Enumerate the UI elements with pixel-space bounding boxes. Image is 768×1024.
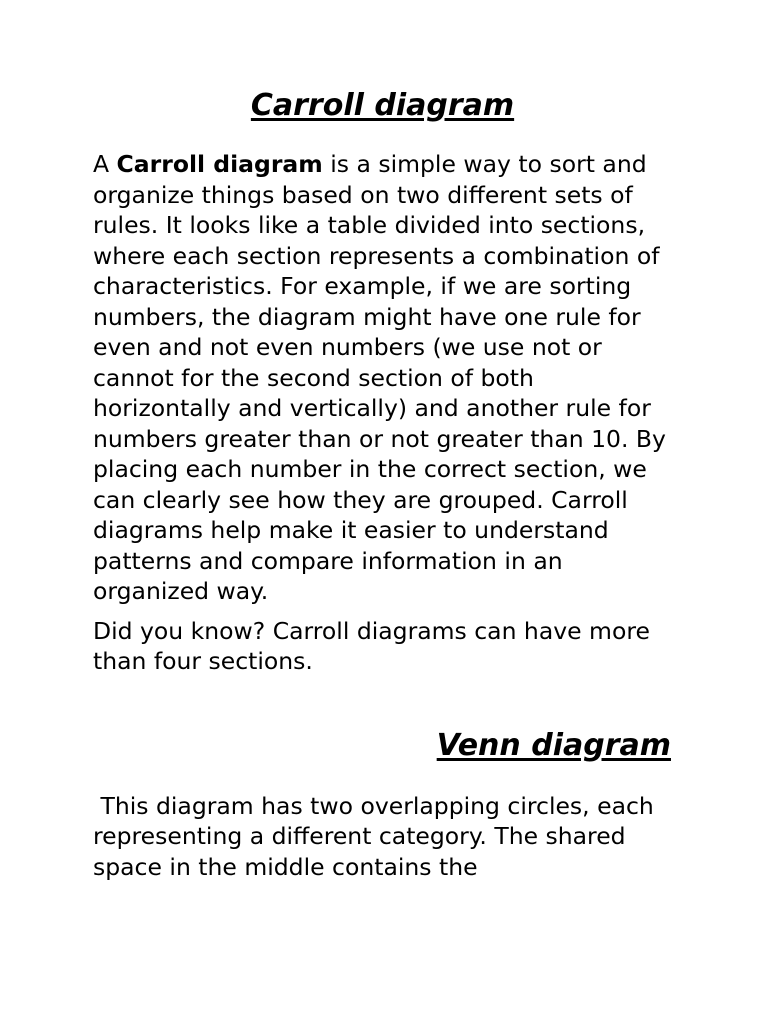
carroll-diagram-heading: Carroll diagram [250,88,515,123]
carroll-definition-paragraph [93,149,678,607]
carroll-term-bold: Carroll diagram [116,150,323,178]
did-you-know-paragraph: Did you know? Carroll diagrams can have more than four sections. [93,616,650,675]
document-page [93,88,678,882]
venn-definition-paragraph: This diagram has two overlapping circles, each representing a different category. The shared space in the middle contains the [93,791,662,881]
carroll-intro-lead: A [93,150,117,178]
carroll-intro-body: is a simple way to sort and organize things based on two different sets of rules. It looks like a table divided into sections, where each section represents a combination of characteristics. For example, if we are sorting numbers, the diagram might have one rule for even and not even numbers (we use not or cannot for the second section of both horizontally and vertically) and another rule for numbers greater than or not greater than 10. By placing each number in the correct section, we can clearly see how they are grouped. Carroll diagrams help make it easier to understand patterns and compare information in an organized way. [93,150,666,605]
venn-diagram-heading: Venn diagram [436,727,671,763]
